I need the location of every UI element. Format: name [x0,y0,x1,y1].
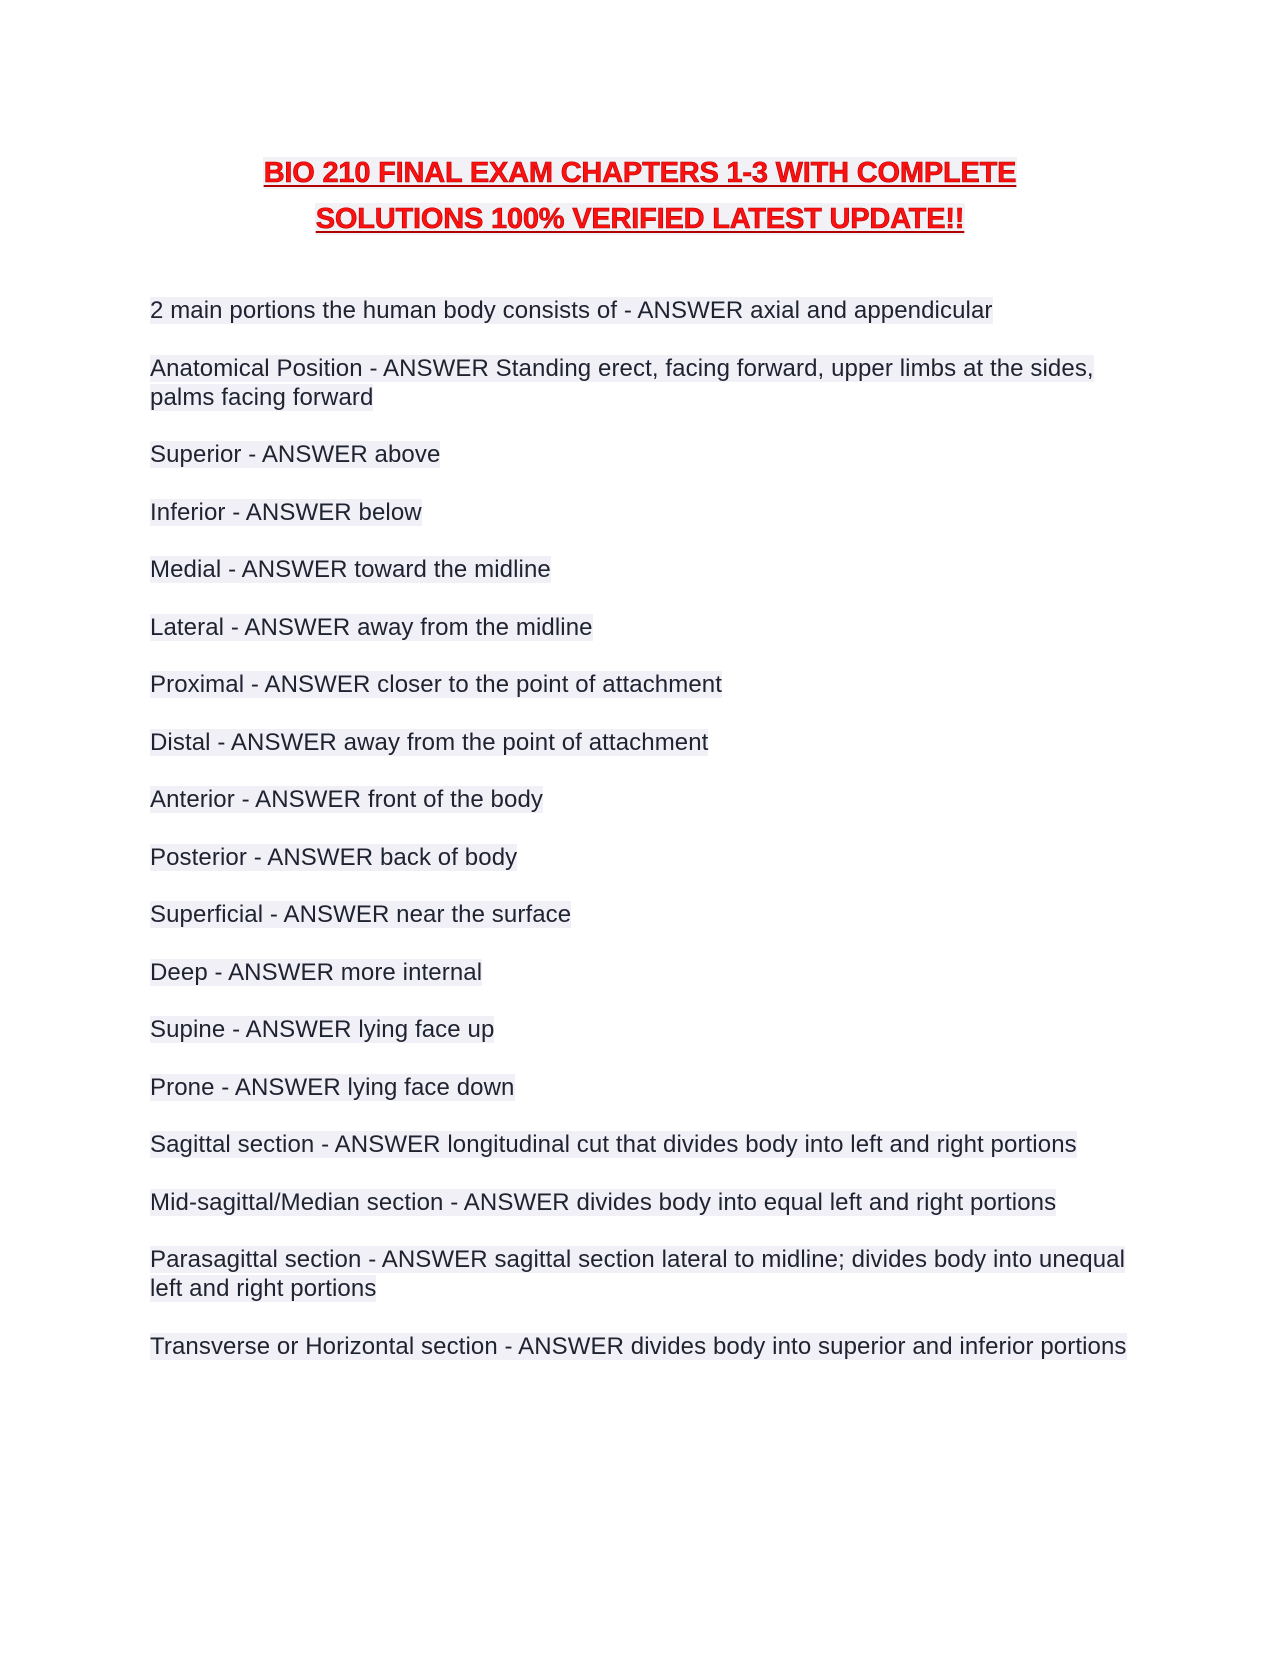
qa-item [150,296,1130,325]
qa-item [150,555,1130,584]
document-title [150,150,1130,242]
qa-item [150,1188,1130,1217]
qa-item [150,728,1130,757]
title-line-1: BIO 210 FINAL EXAM CHAPTERS 1-3 WITH COMPLETE [263,157,1017,189]
qa-text: Supine - ANSWER lying face up [150,1016,495,1043]
qa-text: Mid-sagittal/Median section - ANSWER divides body into equal left and right portions [150,1188,1057,1216]
qa-item [150,440,1130,469]
qa-text: Parasagittal section - ANSWER sagittal section lateral to midline; divides body into unequal left and right portions [150,1246,1126,1302]
qa-text: Transverse or Horizontal section - ANSWER divides body into superior and inferior portions [150,1332,1127,1360]
qa-item [150,1015,1130,1044]
qa-text: Anterior - ANSWER front of the body [150,786,543,813]
qa-text: Inferior - ANSWER below [150,498,422,526]
qa-item [150,1245,1130,1303]
qa-text: Superficial - ANSWER near the surface [150,901,572,928]
qa-text: Distal - ANSWER away from the point of attachment [150,728,709,756]
qa-item [150,785,1130,814]
qa-item [150,1332,1130,1361]
title-line-2: SOLUTIONS 100% VERIFIED LATEST UPDATE!! [315,203,965,235]
qa-text: Prone - ANSWER lying face down [150,1073,515,1101]
qa-text: Posterior - ANSWER back of body [150,843,518,871]
qa-item [150,1073,1130,1102]
qa-text: Proximal - ANSWER closer to the point of attachment [150,671,722,698]
qa-text: Superior - ANSWER above [150,441,441,468]
qa-item [150,843,1130,872]
qa-text: Lateral - ANSWER away from the midline [150,613,593,641]
qa-item [150,958,1130,987]
qa-list [150,296,1130,1389]
qa-item [150,670,1130,699]
qa-item [150,900,1130,929]
qa-text: 2 main portions the human body consists of - ANSWER axial and appendicular [150,297,993,324]
qa-text: Medial - ANSWER toward the midline [150,556,551,583]
qa-text: Sagittal section - ANSWER longitudinal cut that divides body into left and right portions [150,1131,1077,1158]
qa-item [150,498,1130,527]
qa-text: Anatomical Position - ANSWER Standing erect, facing forward, upper limbs at the sides, palms facing forward [150,354,1094,411]
qa-text: Deep - ANSWER more internal [150,958,483,986]
qa-item [150,1130,1130,1159]
qa-item [150,354,1130,412]
qa-item [150,613,1130,642]
